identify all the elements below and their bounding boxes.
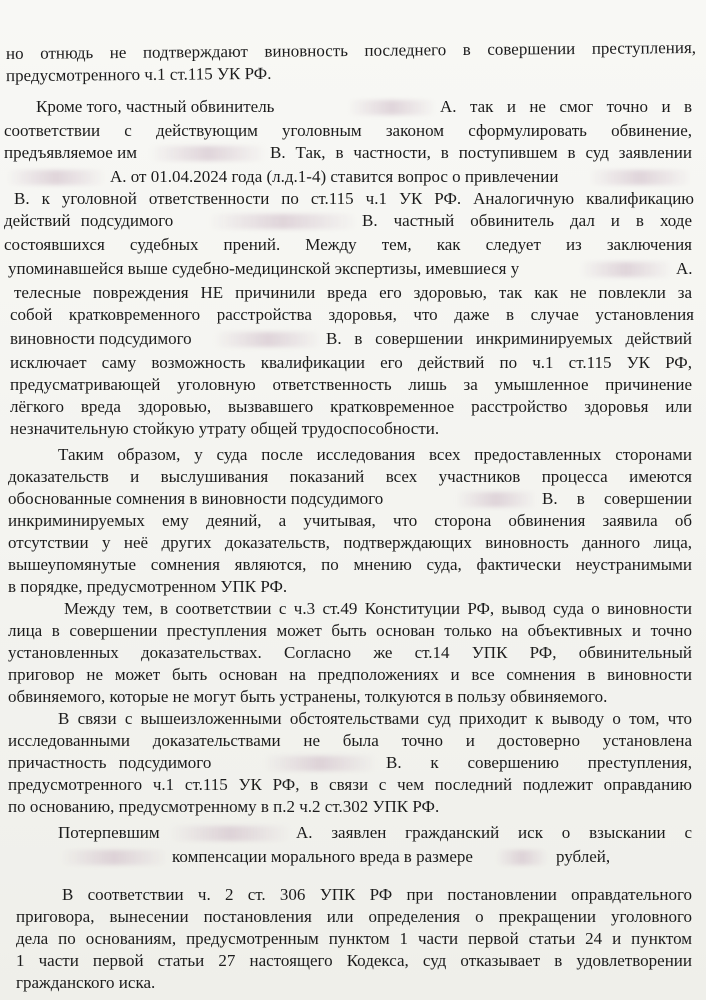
text-line: незначительную стойкую утрату общей трудоспособности. [10, 419, 440, 438]
text-line: 1 части первой статьи 27 настоящего Кодекса, суд отказывает в удовлетворении [16, 951, 692, 970]
text-line: рублей, [556, 847, 611, 866]
redacted-name [6, 170, 106, 185]
redacted-name [264, 756, 376, 771]
text-line: В. частный обвинитель дал и в ходе [362, 211, 692, 230]
text-line: приговора, вынесении постановления или определения о прекращении уголовного [16, 907, 692, 926]
text-line: доказательств и выслушивания показаний всех участников процесса имеются [8, 467, 692, 486]
text-line: лица в совершении преступления может быть основан только на объективных и точно [8, 621, 692, 640]
text-line: А. так и не смог точно и в [440, 97, 692, 116]
redacted-name [588, 170, 692, 185]
text-line: В связи с вышеизложенными обстоятельствами суд приходит к выводу о том, что [58, 709, 692, 728]
text-line: дела по основаниям, предусмотренным пунктом 1 части первой статьи 24 и пунктом [16, 929, 692, 948]
redacted-name [348, 100, 436, 115]
text-line: отсутствии у неё других доказательств, подтверждающих виновность данного лица, [8, 533, 692, 552]
text-line: Кроме того, частный обвинитель [36, 97, 275, 116]
text-line: предусматривающей уголовную ответственность лишь за умышленное причинение [10, 375, 692, 394]
text-line: В. к совершению преступления, [386, 753, 692, 772]
redacted-name [456, 492, 536, 507]
text-line: исследованными доказательствами не была точно и достоверно установлена [8, 731, 692, 750]
text-line: В. в совершении инкриминируемых действий [326, 329, 692, 348]
text-line: установленных доказательствах. Согласно же ст.14 УПК РФ, обвинительный [8, 643, 692, 662]
text-line: Таким образом, у суда после исследования всех предоставленных сторонами [58, 445, 692, 464]
text-line: но отнюдь не подтверждают виновность последнего в совершении преступления, [5, 37, 697, 63]
text-line: гражданского иска. [16, 973, 156, 992]
redacted-name [60, 850, 168, 865]
text-line: исключает саму возможность квалификации его действий по ч.1 ст.115 УК РФ, [10, 353, 692, 372]
text-line: причастность подсудимого [8, 753, 212, 772]
text-line: в порядке, предусмотренном УПК РФ. [8, 577, 288, 596]
text-line: компенсации морального вреда в размере [172, 847, 473, 866]
text-line: лёгкого вреда здоровью, вызвавшего кратковременное расстройство здоровья или [10, 397, 692, 416]
text-line: А. [676, 259, 693, 278]
redacted-name [150, 146, 266, 161]
text-line: В. Так, в частности, в поступившем в суд заявлении [270, 143, 692, 162]
text-line: по основанию, предусмотренному в п.2 ч.2 ст.302 УПК РФ. [8, 797, 440, 816]
text-line: обвиняемого, которые не могут быть устранены, толкуются в пользу обвиняемого. [8, 687, 608, 706]
redacted-name [214, 332, 322, 347]
text-line: Между тем, в соответствии с ч.3 ст.49 Конституции РФ, вывод суда о виновности [64, 599, 692, 618]
text-line: В. в совершении [542, 489, 692, 508]
text-line: соответствии с действующим уголовным законом сформулировать обвинение, [4, 121, 692, 140]
text-line: А. от 01.04.2024 года (л.д.1-4) ставится вопрос о привлечении [110, 167, 559, 186]
text-line: состоявшихся судебных прений. Между тем, как следует из заключения [4, 235, 692, 254]
text-line: собой кратковременного расстройства здоровья, что даже в случае установления [10, 305, 694, 324]
text-line: обоснованные сомнения в виновности подсудимого [8, 489, 384, 508]
text-line: телесные повреждения НЕ причинили вреда его здоровью, так как не повлекли за [14, 283, 692, 302]
text-line: В соответствии ч. 2 ст. 306 УПК РФ при постановлении оправдательного [62, 885, 692, 904]
text-line: виновности подсудимого [10, 329, 192, 348]
text-line: вышеупомянутые сомнения являются, по мнению суда, фактически неустранимыми [8, 555, 692, 574]
text-line: предусмотренного ч.1 ст.115 УК РФ, в связи с чем последний подлежит оправданию [8, 775, 692, 794]
text-line: предусмотренного ч.1 ст.115 УК РФ. [5, 63, 272, 86]
text-line: упоминавшейся выше судебно-медицинской экспертизы, имевшиеся у [8, 259, 520, 278]
text-line: действий подсудимого [4, 211, 174, 230]
redacted-name [170, 826, 290, 841]
text-line: А. заявлен гражданский иск о взыскании с [296, 823, 692, 842]
redacted-name [580, 262, 672, 277]
text-line: инкриминируемых ему деяний, а учитывая, что сторона обвинения заявила об [8, 511, 692, 530]
text-line: Потерпевшим [58, 823, 160, 842]
text-line: приговор не может быть основан на предположениях и все сомнения в виновности [8, 665, 692, 684]
text-line: предъявляемое им [4, 143, 137, 162]
redacted-name [208, 214, 358, 229]
text-line: В. к уголовной ответственности по ст.115 ч.1 УК РФ. Аналогичную квалификацию [14, 189, 694, 208]
redacted-amount [496, 850, 548, 865]
